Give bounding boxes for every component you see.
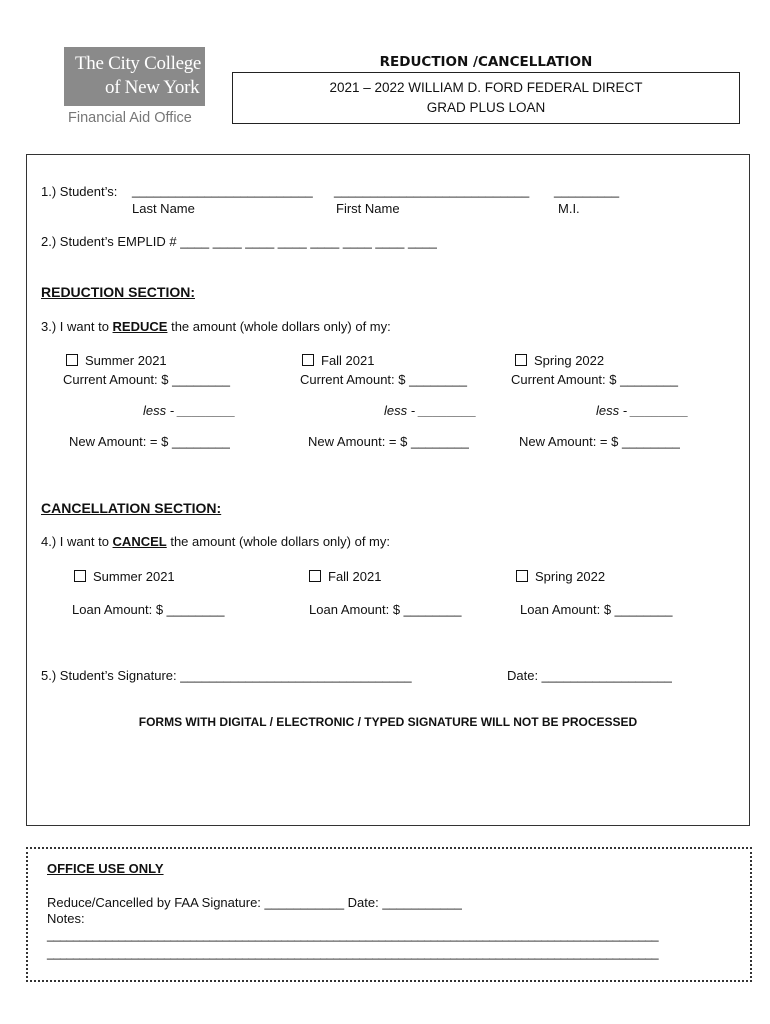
cancel-spring-checkbox[interactable] bbox=[516, 569, 605, 584]
reduce-keyword: REDUCE bbox=[112, 319, 168, 334]
notes-line-1[interactable]: ______________________________________________________________________________________________ bbox=[47, 928, 659, 942]
checkbox-icon bbox=[74, 570, 86, 582]
reduce-summer-current[interactable]: Current Amount: $ ________ bbox=[63, 372, 230, 387]
reduce-instruction bbox=[41, 319, 391, 334]
notes-label: Notes: bbox=[47, 911, 85, 926]
faa-signature-field[interactable]: Reduce/Cancelled by FAA Signature: ___________ Date: ___________ bbox=[47, 895, 462, 910]
reduce-suffix: the amount (whole dollars only) of my: bbox=[171, 319, 391, 334]
reduce-spring-new[interactable]: New Amount: = $ ________ bbox=[519, 434, 680, 449]
cancel-spring-loan[interactable]: Loan Amount: $ ________ bbox=[520, 602, 673, 617]
reduce-summer-less[interactable]: less - ________ bbox=[143, 403, 236, 418]
notes-line-2[interactable]: ______________________________________________________________________________________________ bbox=[47, 946, 659, 960]
cancel-keyword: CANCEL bbox=[112, 534, 167, 549]
reduce-prefix: 3.) I want to bbox=[41, 319, 109, 334]
reduce-fall-new[interactable]: New Amount: = $ ________ bbox=[308, 434, 469, 449]
reduce-summer-new[interactable]: New Amount: = $ ________ bbox=[69, 434, 230, 449]
reduce-fall-less[interactable]: less - ________ bbox=[384, 403, 477, 418]
term-label: Fall 2021 bbox=[321, 353, 375, 368]
checkbox-icon bbox=[302, 354, 314, 366]
cancel-prefix: 4.) I want to bbox=[41, 534, 109, 549]
office-heading: OFFICE USE ONLY bbox=[47, 861, 164, 876]
middle-initial-field[interactable]: _________ bbox=[554, 183, 620, 198]
cancel-summer-checkbox[interactable] bbox=[74, 569, 175, 584]
title-line-1: 2021 – 2022 WILLIAM D. FORD FEDERAL DIRECT bbox=[329, 80, 643, 95]
reduce-spring-checkbox[interactable] bbox=[515, 353, 604, 368]
signature-notice: FORMS WITH DIGITAL / ELECTRONIC / TYPED SIGNATURE WILL NOT BE PROCESSED bbox=[138, 715, 638, 729]
form-label: REDUCTION /CANCELLATION bbox=[379, 54, 593, 70]
emplid-field[interactable]: 2.) Student’s EMPLID # ____ ____ ____ ____ ____ ____ ____ ____ bbox=[41, 234, 437, 249]
mi-caption: M.I. bbox=[558, 201, 580, 216]
checkbox-icon bbox=[309, 570, 321, 582]
reduce-fall-checkbox[interactable] bbox=[302, 353, 374, 368]
cancel-fall-checkbox[interactable] bbox=[309, 569, 381, 584]
first-name-field[interactable]: ___________________________ bbox=[334, 183, 530, 198]
cancel-fall-loan[interactable]: Loan Amount: $ ________ bbox=[309, 602, 462, 617]
reduce-summer-checkbox[interactable] bbox=[66, 353, 167, 368]
cancel-summer-loan[interactable]: Loan Amount: $ ________ bbox=[72, 602, 225, 617]
logo-subtitle: Financial Aid Office bbox=[68, 110, 192, 126]
cancel-instruction bbox=[41, 534, 390, 549]
term-label: Spring 2022 bbox=[534, 353, 605, 368]
reduce-spring-less[interactable]: less - ________ bbox=[596, 403, 689, 418]
reduce-spring-current[interactable]: Current Amount: $ ________ bbox=[511, 372, 678, 387]
logo-line-1: The City College bbox=[75, 53, 202, 74]
term-label: Summer 2021 bbox=[85, 353, 167, 368]
student-signature-field[interactable]: 5.) Student’s Signature: ________________________________ bbox=[41, 668, 412, 683]
first-name-caption: First Name bbox=[336, 201, 400, 216]
last-name-caption: Last Name bbox=[132, 201, 195, 216]
reduction-heading: REDUCTION SECTION: bbox=[41, 284, 195, 300]
title-line-2: GRAD PLUS LOAN bbox=[426, 100, 546, 115]
term-label: Spring 2022 bbox=[535, 569, 606, 584]
title-box bbox=[232, 72, 740, 124]
cancellation-heading: CANCELLATION SECTION: bbox=[41, 500, 222, 516]
signature-date-field[interactable]: Date: __________________ bbox=[507, 668, 672, 683]
term-label: Summer 2021 bbox=[93, 569, 175, 584]
logo-line-2: of New York bbox=[105, 77, 200, 98]
college-logo bbox=[64, 47, 205, 106]
last-name-field[interactable]: _________________________ bbox=[132, 183, 313, 198]
checkbox-icon bbox=[515, 354, 527, 366]
reduce-fall-current[interactable]: Current Amount: $ ________ bbox=[300, 372, 467, 387]
cancel-suffix: the amount (whole dollars only) of my: bbox=[170, 534, 390, 549]
student-name-label: 1.) Student’s: bbox=[41, 184, 118, 199]
checkbox-icon bbox=[66, 354, 78, 366]
checkbox-icon bbox=[516, 570, 528, 582]
term-label: Fall 2021 bbox=[328, 569, 382, 584]
